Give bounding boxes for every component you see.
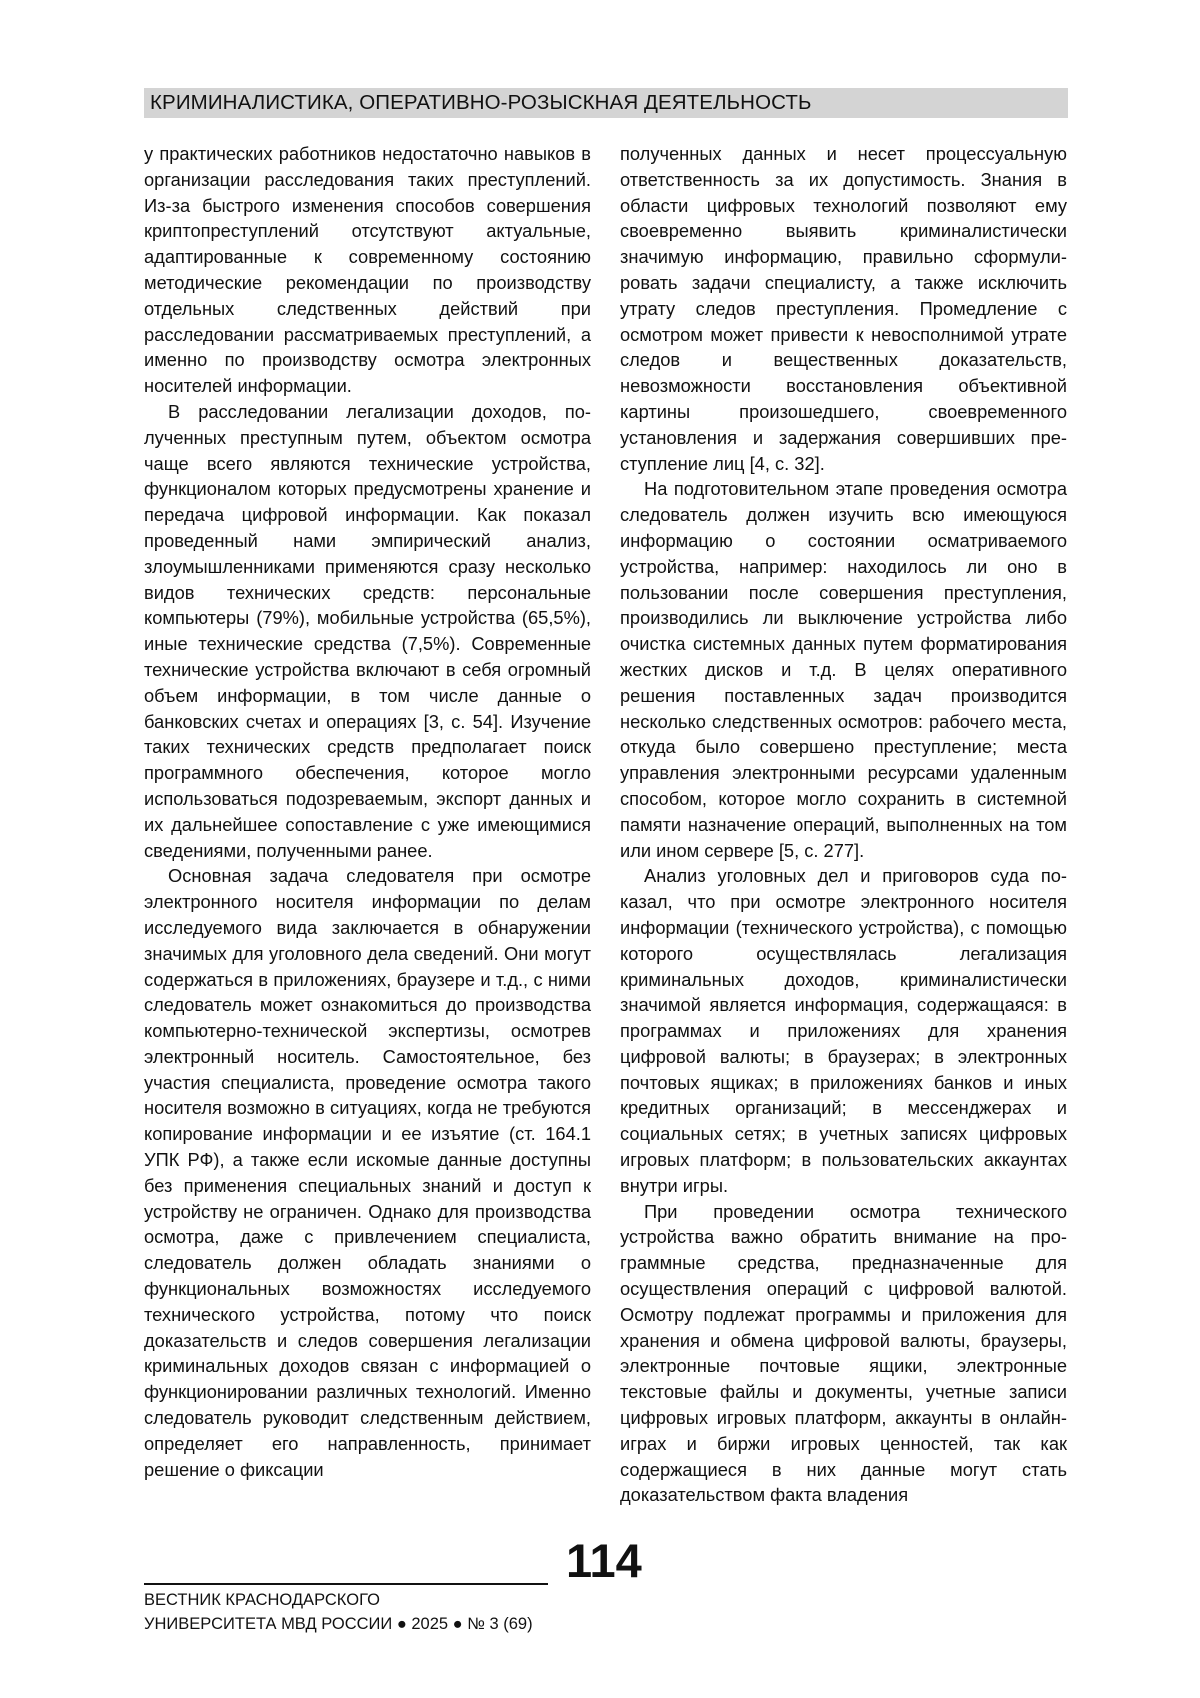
paragraph: полученных данных и несет процессуальную ответственность за их допустимость. Знания в области цифровых технологий позволяют ему своевременно выявить криминалистически значимую информацию, правильно сформулировать задачи специалисту, а также исключить утрату следов преступления. Промедление с осмотром может привести к невосполнимой утрате следов и вещественных доказательств, невозможности восстановления объективной картины произошедшего, своевременного установления и задержания совершивших преступление лиц [4, с. 32].	[620, 143, 1067, 474]
paragraph: у практических работников недостаточно навыков в организации расследования таких преступлений. Из-за быстрого изменения способов совершения криптопреступлений отсутствуют актуальные, адаптированные к современному состоянию методические рекомендации по производству отдельных следственных действий при расследовании рассматриваемых преступлений, а именно по производству осмотра электронных носителей информации.	[144, 143, 591, 397]
paragraph: На подготовительном этапе проведения осмотра следователь должен изучить всю имеющуюся информацию о состоянии осматриваемого устройства, например: находилось ли оно в пользовании после совершения преступления, производились ли выключение устройства либо очистка системных данных путем форматирования жестких дисков и т.д. В целях оперативного решения поставленных задач производится несколько следственных осмотров: рабочего места, откуда было совершено преступление; места управления электронными ресурсами удаленным способом, которое могло сохранить в системной памяти назначение операций, выполненных на том или ином сервере [5, с. 277].	[620, 478, 1067, 861]
page-number: 114	[566, 1534, 642, 1587]
paragraph: Анализ уголовных дел и приговоров суда показал, что при осмотре электронного носителя информации (технического устройства), с помощью которого осуществлялась легализация криминальных доходов, криминалистически значимой является информация, содержащаяся: в программах и приложениях для хранения цифровой валюты; в браузерах; в электронных почтовых ящиках; в приложениях банков и иных кредитных организаций; в мессенджерах и социальных сетях; в учетных записях цифровых игровых платформ; в пользовательских аккаунтах внутри игры.	[620, 865, 1067, 1196]
paragraph: Основная задача следователя при осмотре электронного носителя информации по делам исследуемого вида заключается в обнаружении значимых для уголовного дела сведений. Они могут содержаться в приложениях, браузере и т.д., с ними следователь может ознакомиться до производства компьютерно-технической экспертизы, осмотрев электронный носитель. Самостоятельное, без участия специалиста, проведение осмотра такого носителя возможно в ситуациях, когда не требуются копирование информации и ее изъятие (ст. 164.1 УПК РФ), а также если искомые данные доступны без применения специальных знаний и доступ к устройству не ограничен. Однако для производства осмотра, даже с привлечением специалиста, следователь должен обладать знаниями о функциональных возможностях исследуемого технического устройства, потому что поиск доказательств и следов совершения легализации криминальных доходов связан с информацией о функционировании различных технологий. Именно следователь руководит следственным действием, определяет его направленность, принимает решение о фиксации	[144, 865, 591, 1480]
footer-rule	[144, 1583, 548, 1585]
journal-name-line-2: УНИВЕРСИТЕТА МВД РОССИИ ● 2025 ● № 3 (69)	[144, 1615, 533, 1633]
left-column	[144, 141, 591, 1482]
paragraph: При проведении осмотра технического устройства важно обратить внимание на программные средства, предназначенные для осуществления операций с цифровой валютой. Осмотру подлежат программы и приложения для хранения и обмена цифровой валюты, браузеры, электронные почтовые ящики, электронные текстовые файлы и документы, учетные записи цифровых игровых платформ, аккаунты в онлайн-играх и биржи игровых ценностей, так как содержащиеся в них данные могут стать доказательством факта владения	[620, 1200, 1067, 1506]
journal-name-line-1: ВЕСТНИК КРАСНОДАРСКОГО	[144, 1591, 380, 1609]
paragraph: В расследовании легализации доходов, полученных преступным путем, объектом осмотра чаще всего являются технические устройства, функционалом которых предусмотрены хранение и передача цифровой информации. Как показал проведенный нами эмпирический анализ, злоумышленниками применяются сразу несколько видов технических средств: персональные компьютеры (79%), мобильные устройства (65,5%), иные технические средства (7,5%). Современные технические устройства включают в себя огромный объем информации, в том числе данные о банковских счетах и операциях [3, с. 54]. Изучение таких технических средств предполагает поиск программного обеспечения, которое могло использоваться подозреваемым, экспорт данных и их дальнейшее сопоставление с уже имеющимися сведениями, полученными ранее.	[144, 400, 591, 861]
right-column	[620, 141, 1067, 1508]
section-title: КРИМИНАЛИСТИКА, ОПЕРАТИВНО-РОЗЫСКНАЯ ДЕЯТЕЛЬНОСТЬ	[150, 91, 812, 114]
